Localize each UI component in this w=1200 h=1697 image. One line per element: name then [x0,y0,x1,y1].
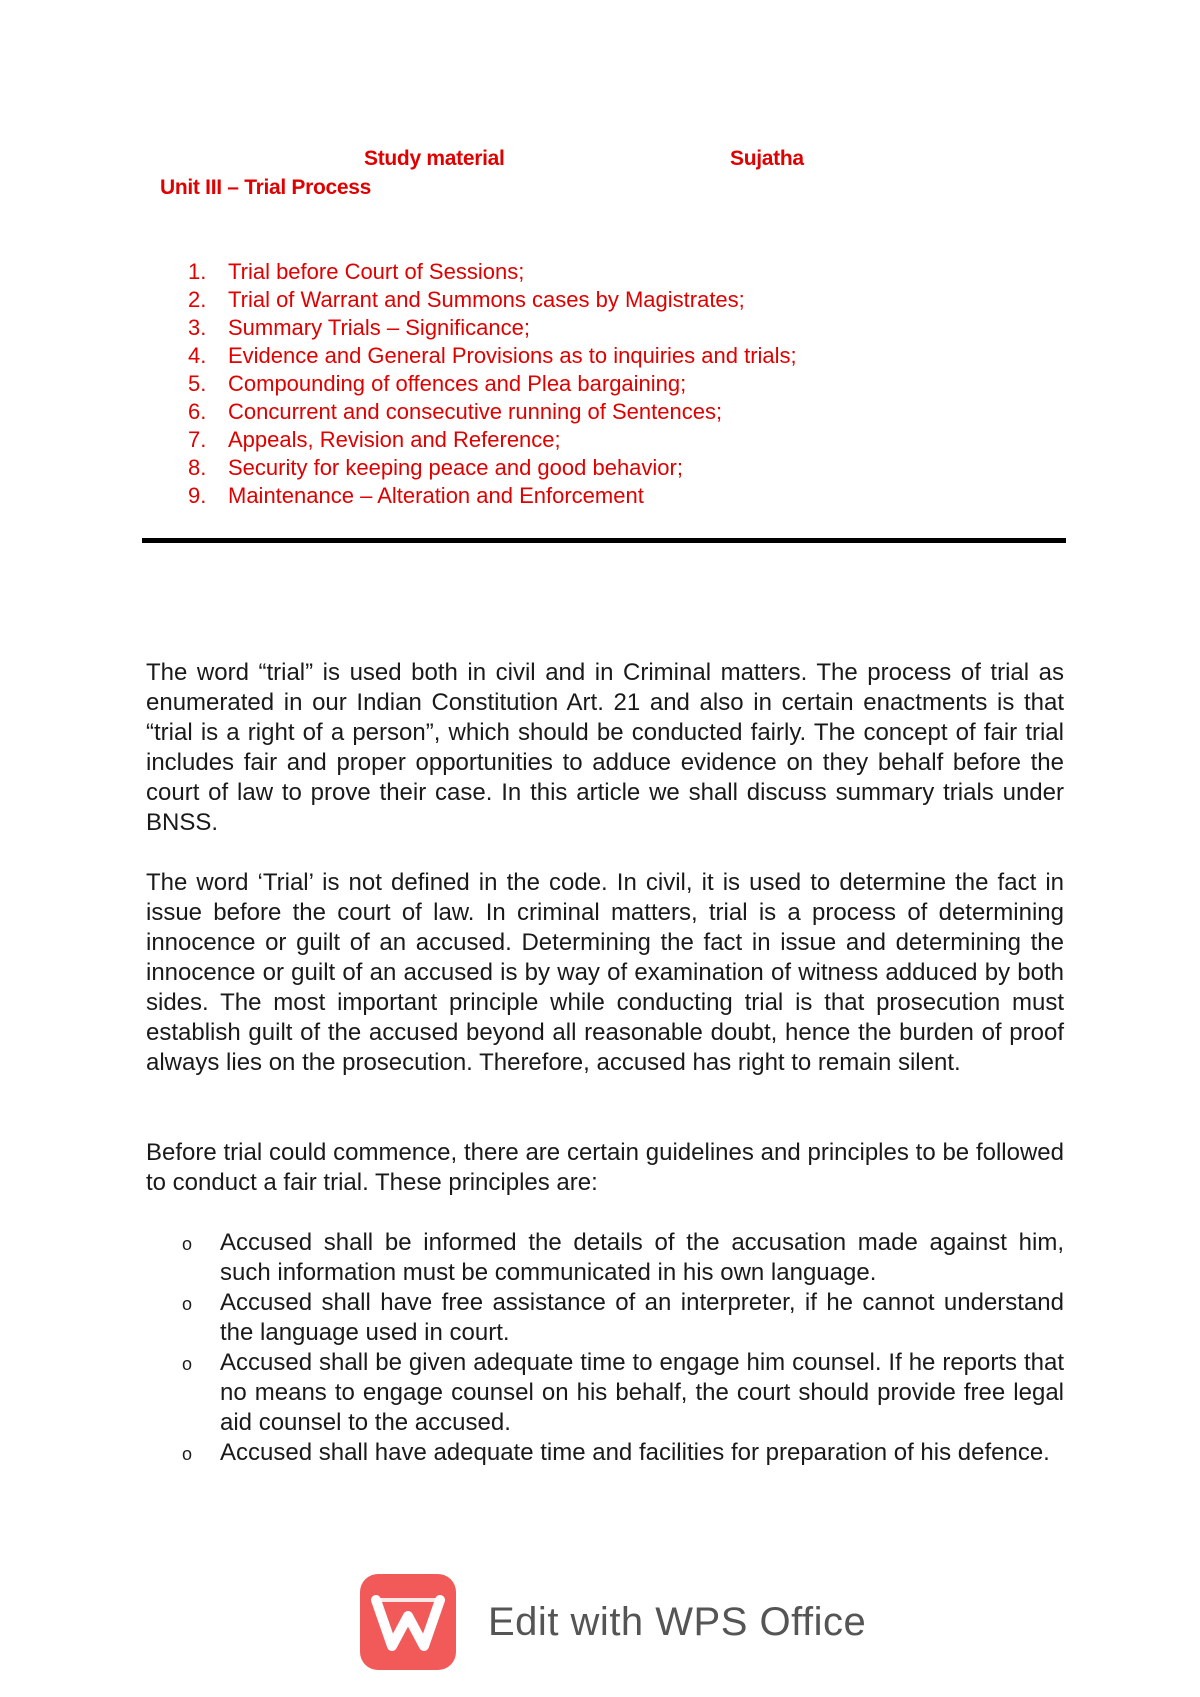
principle-text: Accused shall be given adequate time to engage him counsel. If he reports that no means to engage counsel on his behalf, the court should provide free legal aid counsel to the accused. [220,1349,1064,1436]
topic-item [188,342,797,370]
principles-list [146,1228,1064,1470]
topic-item [188,454,797,482]
topic-number: 8. [188,455,207,480]
principle-item [146,1348,1064,1438]
topic-text: Trial of Warrant and Summons cases by Magistrates; [228,287,745,312]
topic-item [188,426,797,454]
topic-number: 7. [188,427,207,452]
topics-list [188,258,797,510]
paragraph-trial-definition: The word ‘Trial’ is not defined in the code. In civil, it is used to determine the fact in issue before the court of law. In criminal matters, trial is a process of determining innocence or guilt of an accused. Determining the fact in issue and determining the innocence or guilt of an accused is by way of examination of witness adduced by both sides. The most important principle while conducting trial is that prosecution must establish guilt of the accused beyond all reasonable doubt, hence the burden of proof always lies on the prosecution. Therefore, accused has right to remain silent. [146,869,1064,1076]
topic-number: 9. [188,483,207,508]
topic-number: 2. [188,287,207,312]
paragraph-trial-intro: The word “trial” is used both in civil and in Criminal matters. The process of trial as enumerated in our Indian Constitution Art. 21 and also in certain enactments is that “trial is a right of a person”, which should be conducted fairly. The concept of fair trial includes fair and proper opportunities to adduce evidence on they behalf before the court of law to prove their case. In this article we shall discuss summary trials under BNSS. [146,659,1064,836]
bullet-icon: o [182,1234,193,1254]
topic-number: 4. [188,343,207,368]
topic-number: 3. [188,315,207,340]
principle-item [146,1288,1064,1348]
wps-w-mark-icon [360,1574,456,1670]
topic-text: Appeals, Revision and Reference; [228,427,561,452]
principle-text: Accused shall be informed the details of the accusation made against him, such information must be communicated in his own language. [220,1229,1064,1286]
study-material-label: Study material [364,147,505,170]
author-name: Sujatha [730,147,804,170]
topic-text: Security for keeping peace and good behavior; [228,455,683,480]
topic-text: Trial before Court of Sessions; [228,259,525,284]
unit-title: Unit III – Trial Process [160,176,372,199]
topic-number: 1. [188,259,207,284]
principle-item [146,1228,1064,1288]
topic-item [188,314,797,342]
topic-item [188,482,797,510]
bullet-icon: o [182,1294,193,1314]
horizontal-rule [142,538,1066,543]
wps-watermark-text[interactable]: Edit with WPS Office [488,1600,867,1644]
topic-text: Evidence and General Provisions as to inquiries and trials; [228,343,797,368]
topic-item [188,398,797,426]
topic-item [188,258,797,286]
topic-text: Maintenance – Alteration and Enforcement [228,483,644,508]
principle-text: Accused shall have adequate time and facilities for preparation of his defence. [220,1439,1050,1466]
topic-item [188,370,797,398]
principle-item [146,1438,1064,1470]
bullet-icon: o [182,1354,193,1374]
principle-text: Accused shall have free assistance of an interpreter, if he cannot understand the language used in court. [220,1289,1064,1346]
topic-item [188,286,797,314]
paragraph-principles-intro: Before trial could commence, there are certain guidelines and principles to be followed to conduct a fair trial. These principles are: [146,1139,1064,1196]
topic-number: 6. [188,399,207,424]
topic-text: Concurrent and consecutive running of Sentences; [228,399,723,424]
bullet-icon: o [182,1444,193,1464]
topic-number: 5. [188,371,207,396]
topic-text: Summary Trials – Significance; [228,315,530,340]
topic-text: Compounding of offences and Plea bargaining; [228,371,687,396]
wps-office-logo-icon[interactable] [360,1574,456,1670]
